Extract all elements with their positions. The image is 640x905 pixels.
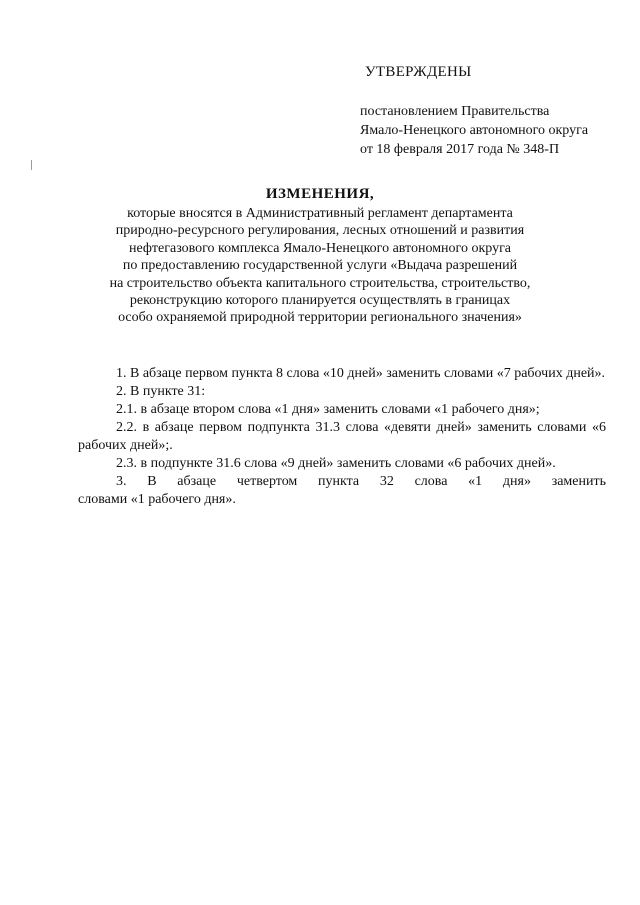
document-title: ИЗМЕНЕНИЯ,: [265, 186, 375, 202]
amendment-item: 2.3. в подпункте 31.6 слова «9 дней» заменить словами «6 рабочих дней».: [116, 456, 556, 471]
amendment-item: 3. В абзаце четвертом пункта 32 слова «1 дня» заменить: [116, 474, 606, 489]
approval-details: [360, 102, 610, 159]
amendment-item-continuation: словами «1 рабочего дня».: [78, 492, 236, 507]
subtitle-line: на строительство объекта капитального строительства, строительство,: [109, 275, 531, 291]
amendment-item: 2.2. в абзаце первом подпункта 31.3 слова «девяти дней» заменить словами «6 рабочих дней»;.: [78, 420, 606, 453]
subtitle-line: которые вносятся в Административный регламент департамента: [127, 206, 513, 221]
amendment-item: 2. В пункте 31:: [116, 384, 206, 399]
subtitle-line: природно-ресурсного регулирования, лесных отношений и развития: [115, 223, 525, 239]
approval-line: Ямало-Ненецкого автономного округа: [360, 123, 589, 138]
document-body: [78, 365, 606, 509]
amendment-item: 1. В абзаце первом пункта 8 слова «10 дней» заменить словами «7 рабочих дней».: [116, 366, 606, 381]
document-subtitle: [90, 205, 550, 327]
subtitle-line: нефтегазового комплекса Ямало-Ненецкого автономного округа: [128, 240, 512, 256]
subtitle-line: особо охраняемой природной территории регионального значения»: [118, 310, 522, 326]
approved-heading: УТВЕРЖДЕНЫ: [365, 64, 472, 80]
approval-line: постановлением Правительства: [360, 104, 550, 119]
subtitle-line: реконструкцию которого планируется осуществлять в границах: [129, 293, 511, 309]
scan-artifact: [31, 160, 32, 170]
subtitle-line: по предоставлению государственной услуги «Выдача разрешений: [122, 258, 518, 274]
approval-line: от 18 февраля 2017 года № 348-П: [360, 142, 560, 157]
amendment-item: 2.1. в абзаце втором слова «1 дня» заменить словами «1 рабочего дня»;: [116, 402, 540, 417]
